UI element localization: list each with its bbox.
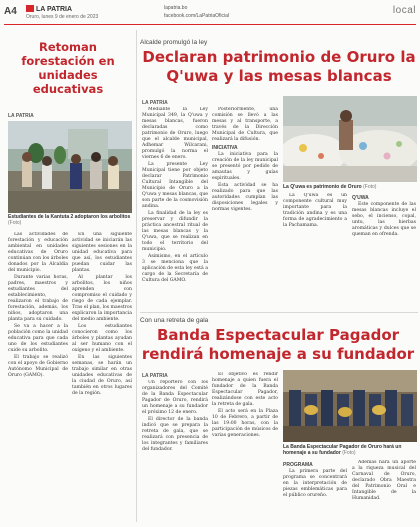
main-story-col-3 (283, 193, 347, 308)
left-story-byline: LA PATRIA (8, 113, 34, 119)
paragraph: La Q'uwa es un componente cultural muy importante para la tradición andina y es una forma de agradecimiento a la Pachamama. (283, 193, 347, 228)
band-photo (283, 370, 417, 442)
caption-credit: (Foto) (8, 220, 22, 226)
subhead: INICIATIVA (212, 145, 238, 151)
paragraph: El trabajo se realizó con el apoyo de Gobierno Autónomo Municipal de Oruro (GAMO). (8, 355, 68, 378)
column-divider (136, 30, 137, 522)
main-story-headline: Declaran patrimonio de Oruro la Q'uwa y las mesas blancas (142, 48, 416, 85)
caption-text: La Q'uwa es patrimonio de Oruro (283, 184, 362, 190)
main-story-byline: LA PATRIA (142, 100, 168, 106)
story-divider (140, 312, 418, 313)
paragraph: Mediante la Ley Municipal 349, la Q'uwa y mesas blancas, fueron declaradas como patrimonio de Oruro, luego que el alcalde municipal, Adhemar Wilcarani, promulgó la norma el viernes 6 de enero. (142, 107, 208, 160)
paragraph: En las siguientes semanas, se harán un trabajo similar en otras unidades educativas de la ciudad de Oruro, así también en otros lugares de la región. (72, 355, 132, 396)
second-story-byline: LA PATRIA (142, 373, 168, 379)
left-story-col-2 (72, 232, 132, 522)
paragraph: Asimismo, en el artículo 3 se menciona que la aplicación de esta ley está a cargo de la Secretaría de Cultura del GAMO. (142, 254, 208, 283)
second-story-col-2 (212, 372, 278, 522)
paragraph: Además hará un aporte a la riqueza musical del Carnaval de Oruro, declarado Obra Maestra del Patrimonio Oral e Intangible de la Humanidad. (352, 460, 416, 501)
paragraph: El objetivo es rendir homenaje a quien fuera el fundador de la Banda Espectacular Pagador, realizándose con este acto la retreta de gala. (212, 372, 278, 407)
caption-credit: (Foto) (342, 450, 356, 456)
paragraph: El director de la banda indicó que se prepara la retreta de gala, que se realizará con presencia de los integrantes y familiares del fundador. (142, 417, 208, 452)
paragraph: Un reportero con los organizadores del Comité de la Banda Espectacular Pagador de Oruro, rendirá un homenaje a su fundador el próximo 12 de enero. (142, 380, 208, 415)
quwa-photo (283, 96, 417, 182)
left-story-col-1 (8, 232, 68, 522)
band-caption (283, 444, 417, 456)
paragraph: Posteriormente, una comisión se llevó a las mesas y al transporte, a través de la Dirección Municipal de Cultura, que realizará la difusión. (212, 107, 278, 142)
paragraph: Esta actividad se ha realizado para que las autoridades cumplan las disposiciones legales y normas vigentes. (212, 183, 278, 212)
second-story-headline: Banda Espectacular Pagador rendirá homenaje a su fundador (141, 326, 415, 363)
page-number: A4 (4, 6, 17, 17)
main-story-col-4 (352, 193, 416, 308)
paragraph: Las actividades de forestación y educación ambiental en unidades educativas de Oruro continúan con los árboles donados por la Alcaldía del municipio. (8, 232, 68, 273)
caption-credit: (Foto) (363, 184, 377, 190)
paragraph: Los estudiantes conocieron como los árboles y plantas ayudan al ser humano con el oxígeno y el ambiente. (72, 324, 132, 353)
issue-date: Oruro, lunes 9 de enero de 2023 (26, 14, 99, 20)
main-story-col-2 (212, 107, 278, 307)
second-story-col-3 (283, 460, 347, 522)
paragraph: La presente Ley Municipal tiene por objeto declarar Patrimonio Cultural Intangible del Municipio de Oruro a la Q'uwa y mesas blancas, que son parte de la cosmovisión andina. (142, 162, 208, 209)
second-story-col-4 (352, 460, 416, 522)
quwa-caption (283, 184, 417, 190)
second-story-kicker: Con una retreta de gala (140, 317, 209, 324)
left-story-headline: Retoman forestación en unidades educativas (21, 40, 115, 96)
paragraph: Durante varias horas, padres, maestros y estudiantes del establecimiento, realizaron el trabajo de forestación, además, los niños, adoptaron una planta para su cuidado. (8, 275, 68, 322)
paragraph: La iniciativa para la creación de la ley municipal se presentó por pedido de amautas y guías espirituales. (212, 152, 278, 181)
paragraph: Se va a hacer a la población como la unidad educativa para que cada uno de los estudiantes cuide su arbolito. (8, 324, 68, 353)
paragraph: Este componente de las mesas blancas incluye el sebo, el incienso, copal, untu, las hierbas aromáticas y dulces que se queman en ofrenda. (352, 202, 416, 237)
social-link[interactable]: facebook.com/LaPatriaOficial (164, 13, 230, 19)
section-label: local (392, 5, 416, 16)
paragraph: El acto será en la Plaza 10 de Febrero, a partir de las 19:00 horas, con la participación de músicos de varias generaciones. (212, 409, 278, 438)
paragraph: La finalidad de la ley es preservar y difundir la práctica ancestral ritual de las mesas blancas y la Q'uwa, que se realizan en todo el territorio del municipio. (142, 211, 208, 252)
brand-name: LA PATRIA (36, 6, 73, 13)
paragraph: En una siguiente actividad se iniciarán las siguientes sesiones en la unidad educativa para que así, los estudiantes puedan cuidar las plantas. (72, 232, 132, 273)
paragraph: Al plantar los arbolitos, los niños aprenden con compromiso el cuidado y riego de cada ejemplar. Tras el plan, los maestros explicaron la importancia del medio ambiente. (72, 275, 132, 322)
second-story-col-1 (142, 380, 208, 522)
main-story-kicker: Alcalde promulgó la ley (140, 39, 208, 46)
forestation-photo (8, 121, 132, 213)
newspaper-logo (26, 5, 72, 13)
subhead: Q'UWA (352, 195, 369, 201)
paragraph: La primera parte del programa se concentrará en la interpretación de piezas emblemáticas para el público orureño. (283, 469, 347, 498)
page-header (4, 3, 416, 25)
subhead: PROGRAMA (283, 462, 313, 468)
forestation-caption (8, 214, 132, 226)
logo-mark-icon (26, 5, 34, 12)
main-story-col-1 (142, 107, 208, 307)
caption-text: La Banda Espectacular Pagador de Oruro hará un homenaje a su fundador (283, 444, 402, 456)
caption-text: Estudiantes de la Kantuta 2 adoptaron los arbolitos (8, 214, 131, 220)
website-link[interactable]: lapatria.bo (164, 5, 188, 11)
